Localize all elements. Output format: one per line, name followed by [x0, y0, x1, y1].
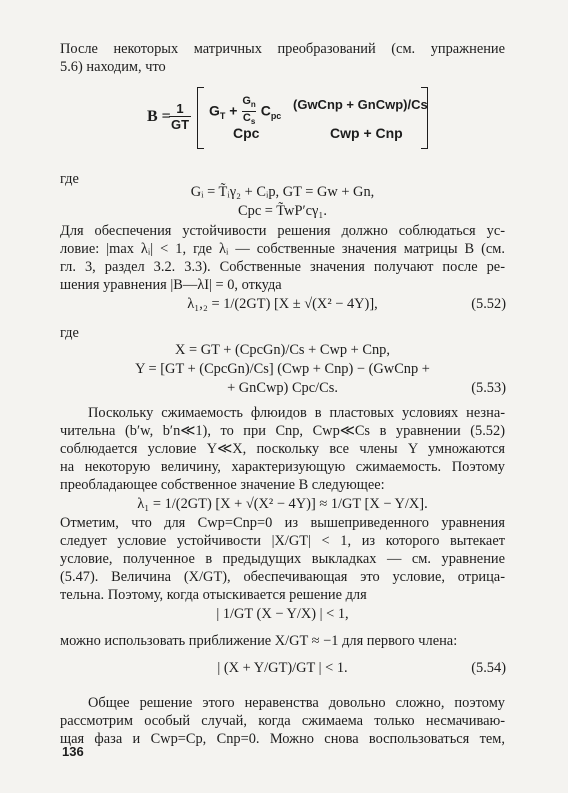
equation-inequality: | 1/GT (X − Y/X) | < 1,	[216, 606, 349, 622]
text-line: на некоторую величину, характеризующую сжимаемость. Поэтому	[60, 459, 505, 475]
text-line: чительна (b′w, b′n≪1), то при Cnp, Cwp≪Cs в уравнении (5.52)	[60, 423, 505, 439]
text-line: Для обеспечения устойчивости решения должно соблюдаться ус-	[60, 223, 505, 239]
matrix-a21: Cpc	[233, 125, 260, 141]
equation-5-53-x: X = GT + (CpcGn)/Cs + Cwp + Cnp,	[175, 342, 390, 358]
equation-cpc: Cpc = T̃wP′cγ₁.	[238, 203, 327, 219]
equation-number: (5.53)	[471, 380, 506, 396]
matrix-a11: $G_T$ + $\frac{G_n}{C_s}$ $C_{pc}$	[209, 95, 282, 127]
equation-number: (5.52)	[471, 296, 506, 312]
text-line: 5.6) находим, что	[60, 59, 166, 75]
text-line: тельна. Поэтому, когда отыскивается решение для	[60, 587, 367, 603]
equation-5-52: λ₁,₂ = 1/(2GT) [X ± √(X² − 4Y)],	[187, 296, 378, 312]
left-bracket	[197, 87, 204, 149]
equation-5-53-y: Y = [GT + (CpcGn)/Cs] (Cwp + Cnp) − (GwCnp +	[135, 361, 430, 377]
matrix-a22: Cwp + Cnp	[330, 125, 403, 141]
text-line: Общее решение этого неравенства довольно сложно, поэтому	[88, 695, 505, 711]
matrix-equation	[125, 87, 428, 151]
equation-number: (5.54)	[471, 660, 506, 676]
equation-gi: Gᵢ = T̃ᵢγ₂ + Cᵢp, GT = Gw + Gn,	[190, 184, 375, 200]
text-line: После некоторых матричных преобразований (см. упражнение	[60, 41, 505, 57]
text-line: преобладающее собственное значение B следующее:	[60, 477, 385, 493]
text-line: гл. 3, раздел 3.2. 3.3). Собственные значения получают после ре-	[60, 259, 505, 275]
text-line: следует условие устойчивости |X/GT| < 1, из которого вытекает	[60, 533, 505, 549]
text-line: где	[60, 171, 79, 187]
text-line: шения уравнения |B—λI| = 0, откуда	[60, 277, 282, 293]
equation-lambda1: λ₁ = 1/(2GT) [X + √(X² − 4Y)] ≈ 1/GT [X − Y/X].	[137, 496, 428, 512]
matrix-factor: 1 GT	[170, 101, 190, 132]
text-line: Поскольку сжимаемость флюидов в пластовых условиях незна-	[88, 405, 505, 421]
text-line: можно использовать приближение X/GT ≈ −1 для первого члена:	[60, 633, 458, 649]
text-line: соблюдается условие Y≪X, поскольку все члены Y умножаются	[60, 441, 505, 457]
page-number: 136	[62, 744, 84, 759]
matrix-lhs: B =	[147, 108, 171, 125]
right-bracket	[421, 87, 428, 149]
text-line: где	[60, 325, 79, 341]
text-line: Отметим, что для Cwp=Cnp=0 из вышеприведенного уравнения	[60, 515, 505, 531]
matrix-a12: (GwCnp + GnCwp)/Cs	[293, 97, 428, 112]
text-line: условие, полученное в предыдущих выкладках — см. уравнение	[60, 551, 505, 567]
text-line: ловие: |max λᵢ| < 1, где λᵢ — собственные значения матрицы B (см.	[60, 241, 505, 257]
equation-5-53-y-cont: + GnCwp) Cpc/Cs.	[227, 380, 338, 396]
text-line: рассмотрим особый случай, когда сжимаема только несмачиваю-	[60, 713, 505, 729]
text-line: щая фаза и Cwp=Cp, Cnp=0. Можно снова воспользоваться тем,	[60, 731, 505, 747]
text-line: (5.47). Величина (X/GT), обеспечивающая это условие, отрица-	[60, 569, 505, 585]
equation-5-54: | (X + Y/GT)/GT | < 1.	[217, 660, 348, 676]
